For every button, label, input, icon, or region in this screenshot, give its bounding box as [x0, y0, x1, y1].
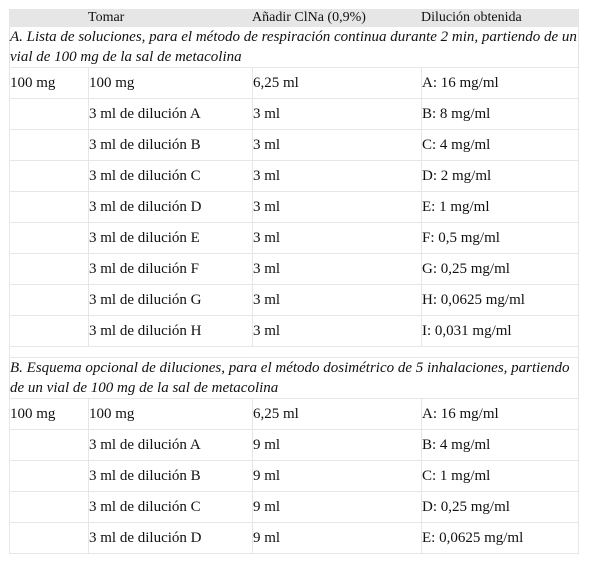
table-row: [9, 430, 579, 461]
cell-c2: 3 ml de dilución C: [88, 492, 252, 523]
cell-c4: C: 1 mg/ml: [421, 461, 579, 492]
cell-c4: B: 4 mg/ml: [421, 430, 579, 461]
cell-c3: 3 ml: [252, 223, 421, 254]
cell-c4: D: 2 mg/ml: [421, 161, 579, 192]
cell-c3: 6,25 ml: [252, 67, 421, 99]
header-anadir: Añadir ClNa (0,9%): [252, 9, 421, 27]
cell-c4: H: 0,0625 mg/ml: [421, 285, 579, 316]
table-body: [9, 27, 579, 554]
table-row: [9, 492, 579, 523]
header-tomar: Tomar: [88, 9, 252, 27]
cell-c4: D: 0,25 mg/ml: [421, 492, 579, 523]
table-row: [9, 161, 579, 192]
cell-c2: 100 mg: [88, 67, 252, 99]
cell-c4: I: 0,031 mg/ml: [421, 316, 579, 347]
cell-c3: 3 ml: [252, 130, 421, 161]
cell-c2: 3 ml de dilución H: [88, 316, 252, 347]
cell-c4: A: 16 mg/ml: [421, 67, 579, 99]
table-row: [9, 461, 579, 492]
cell-c1: [9, 523, 88, 554]
cell-c3: 3 ml: [252, 254, 421, 285]
cell-c2: 3 ml de dilución A: [88, 430, 252, 461]
section-title: A. Lista de soluciones, para el método de respiración continua durante 2 min, partiendo de un vial de 100 mg de la sal de metacolina: [9, 27, 579, 67]
section-title-row: [9, 27, 579, 67]
cell-c2: 3 ml de dilución E: [88, 223, 252, 254]
cell-c2: 3 ml de dilución B: [88, 461, 252, 492]
cell-c3: 9 ml: [252, 461, 421, 492]
table-row: [9, 192, 579, 223]
cell-c3: 6,25 ml: [252, 398, 421, 430]
cell-c1: [9, 316, 88, 347]
cell-c2: 3 ml de dilución A: [88, 99, 252, 130]
cell-c1: [9, 130, 88, 161]
cell-c1: [9, 285, 88, 316]
cell-c3: 3 ml: [252, 285, 421, 316]
spacer-cell: [9, 347, 579, 358]
cell-c2: 3 ml de dilución D: [88, 523, 252, 554]
cell-c4: F: 0,5 mg/ml: [421, 223, 579, 254]
table-row: [9, 316, 579, 347]
table-row: [9, 130, 579, 161]
cell-c1: [9, 192, 88, 223]
cell-c1: [9, 99, 88, 130]
table-header: [9, 9, 579, 27]
dilution-table: [9, 9, 579, 554]
cell-c3: 3 ml: [252, 161, 421, 192]
cell-c2: 3 ml de dilución G: [88, 285, 252, 316]
cell-c1: 100 mg: [9, 398, 88, 430]
header-col1: [9, 9, 88, 27]
cell-c2: 3 ml de dilución B: [88, 130, 252, 161]
cell-c1: [9, 492, 88, 523]
cell-c2: 3 ml de dilución D: [88, 192, 252, 223]
table-row: [9, 254, 579, 285]
cell-c3: 3 ml: [252, 99, 421, 130]
cell-c2: 100 mg: [88, 398, 252, 430]
cell-c2: 3 ml de dilución C: [88, 161, 252, 192]
section-title-row: [9, 358, 579, 398]
section-title: B. Esquema opcional de diluciones, para el método dosimétrico de 5 inhalaciones, partiendo de un vial de 100 mg de la sal de metacolina: [9, 358, 579, 398]
cell-c1: 100 mg: [9, 67, 88, 99]
cell-c4: G: 0,25 mg/ml: [421, 254, 579, 285]
table-row: [9, 523, 579, 554]
table-row: [9, 99, 579, 130]
cell-c1: [9, 223, 88, 254]
cell-c2: 3 ml de dilución F: [88, 254, 252, 285]
table-row: [9, 223, 579, 254]
cell-c1: [9, 254, 88, 285]
table-row: [9, 285, 579, 316]
cell-c3: 3 ml: [252, 316, 421, 347]
cell-c4: B: 8 mg/ml: [421, 99, 579, 130]
cell-c1: [9, 461, 88, 492]
cell-c4: E: 1 mg/ml: [421, 192, 579, 223]
cell-c4: A: 16 mg/ml: [421, 398, 579, 430]
cell-c3: 9 ml: [252, 492, 421, 523]
table-row: [9, 398, 579, 430]
cell-c3: 3 ml: [252, 192, 421, 223]
cell-c4: E: 0,0625 mg/ml: [421, 523, 579, 554]
cell-c3: 9 ml: [252, 523, 421, 554]
table-row: [9, 67, 579, 99]
cell-c3: 9 ml: [252, 430, 421, 461]
header-dilucion: Dilución obtenida: [421, 9, 579, 27]
cell-c4: C: 4 mg/ml: [421, 130, 579, 161]
cell-c1: [9, 430, 88, 461]
section-spacer: [9, 347, 579, 358]
cell-c1: [9, 161, 88, 192]
